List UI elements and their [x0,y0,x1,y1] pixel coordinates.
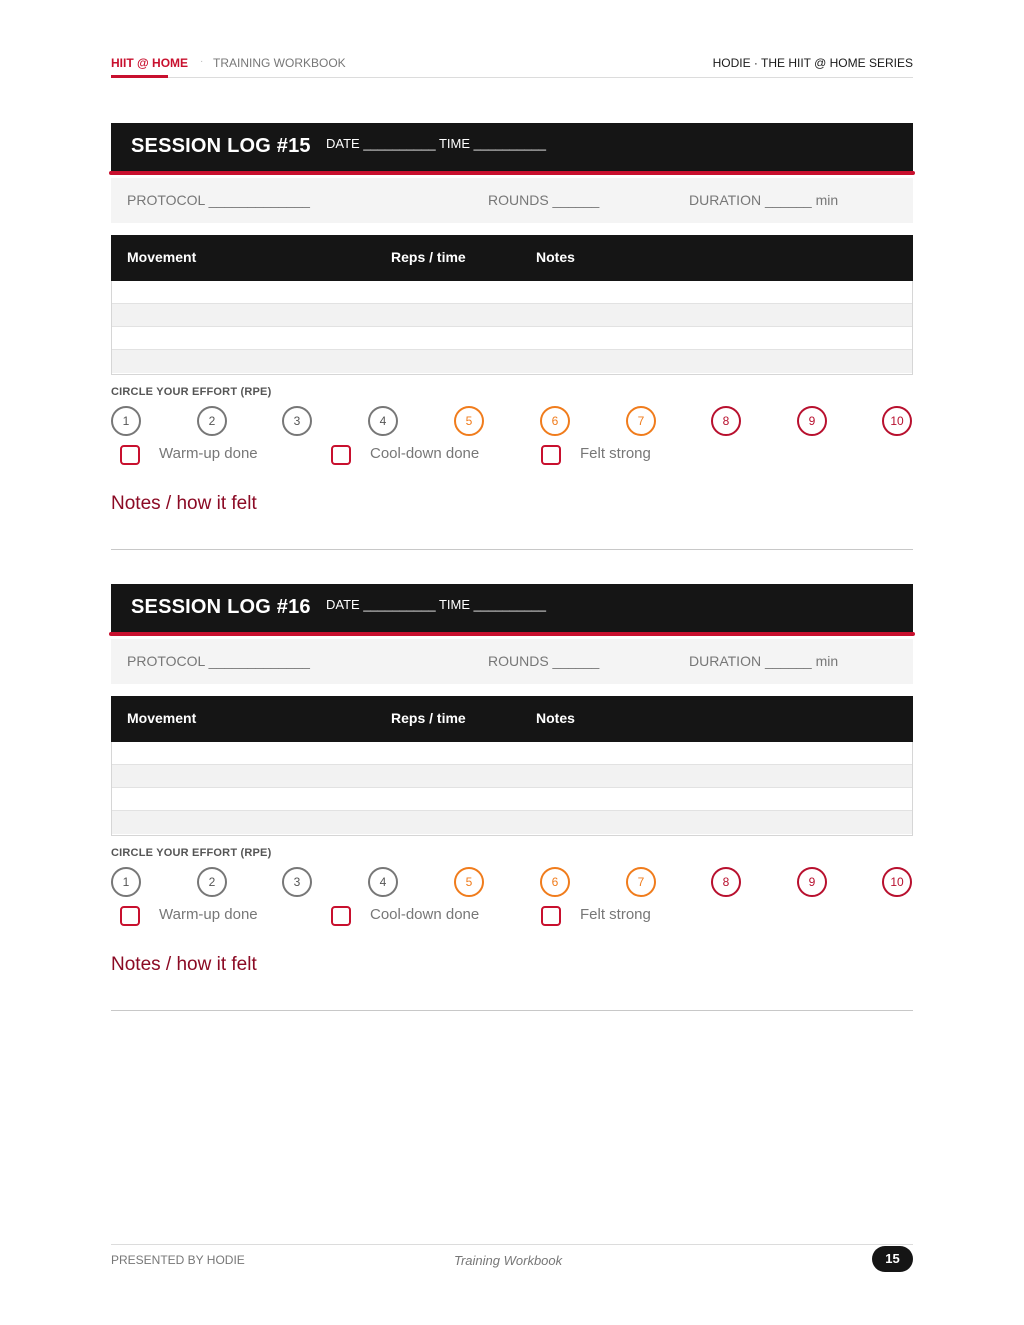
table-header [111,696,913,742]
column-header-notes: Notes [536,249,575,265]
session-meta-row [111,639,913,684]
rpe-option-7[interactable]: 7 [626,867,656,897]
warmup-label: Warm-up done [159,906,258,923]
cooldown-label: Cool-down done [370,445,480,462]
rpe-option-5[interactable]: 5 [454,406,484,436]
rounds-field[interactable]: ROUNDS ______ [488,192,600,208]
header-subtitle: TRAINING WORKBOOK [213,56,346,70]
accent-rule [109,171,915,175]
rpe-option-5[interactable]: 5 [454,867,484,897]
footer-title: Training Workbook [454,1253,563,1268]
brand-label: HIIT @ HOME [111,56,189,70]
session-title-bar [111,123,913,171]
table-row[interactable] [112,350,912,373]
session-title: SESSION LOG #15 [131,135,311,157]
rpe-option-8[interactable]: 8 [711,867,741,897]
rpe-option-2[interactable]: 2 [197,867,227,897]
rpe-title: CIRCLE YOUR EFFORT (RPE) [111,847,272,859]
rpe-option-1[interactable]: 1 [111,406,141,436]
rpe-title: CIRCLE YOUR EFFORT (RPE) [111,386,272,398]
warmup-label: Warm-up done [159,445,258,462]
warmup-checkbox[interactable] [120,906,140,926]
column-header-movement: Movement [127,710,197,726]
rounds-field[interactable]: ROUNDS ______ [488,653,600,669]
felt-strong-label: Felt strong [580,445,651,462]
session-title-bar [111,584,913,632]
footer-presented-by: PRESENTED BY HODIE [111,1253,245,1267]
rpe-option-9[interactable]: 9 [797,867,827,897]
felt-strong-checkbox[interactable] [541,445,561,465]
duration-field[interactable]: DURATION ______ min [689,653,839,669]
notes-heading: Notes / how it felt [111,954,257,975]
protocol-field[interactable]: PROTOCOL _____________ [127,192,310,208]
table-row[interactable] [112,742,912,765]
cooldown-label: Cool-down done [370,906,480,923]
rpe-option-8[interactable]: 8 [711,406,741,436]
rpe-option-6[interactable]: 6 [540,406,570,436]
session-log-16 [111,584,913,1014]
column-header-movement: Movement [127,249,197,265]
session-title: SESSION LOG #16 [131,596,311,618]
rpe-option-1[interactable]: 1 [111,867,141,897]
table-row[interactable] [112,327,912,350]
table-row[interactable] [112,765,912,788]
protocol-field[interactable]: PROTOCOL _____________ [127,653,310,669]
table-row[interactable] [112,281,912,304]
duration-field[interactable]: DURATION ______ min [689,192,839,208]
column-header-notes: Notes [536,710,575,726]
table-row[interactable] [112,811,912,834]
column-header-reps: Reps / time [391,249,466,265]
rpe-option-2[interactable]: 2 [197,406,227,436]
movement-table [111,696,913,836]
rpe-option-9[interactable]: 9 [797,406,827,436]
column-header-reps: Reps / time [391,710,466,726]
rpe-option-10[interactable]: 10 [882,867,912,897]
movement-table [111,235,913,375]
page-header [111,54,913,78]
warmup-checkbox[interactable] [120,445,140,465]
felt-strong-checkbox[interactable] [541,906,561,926]
brand-underline [111,75,168,78]
notes-line[interactable] [111,549,913,550]
table-header [111,235,913,281]
cooldown-checkbox[interactable] [331,445,351,465]
notes-heading: Notes / how it felt [111,493,257,514]
session-log-15 [111,123,913,553]
rpe-option-3[interactable]: 3 [282,406,312,436]
felt-strong-label: Felt strong [580,906,651,923]
rpe-option-4[interactable]: 4 [368,867,398,897]
rpe-option-10[interactable]: 10 [882,406,912,436]
accent-rule [109,632,915,636]
table-row[interactable] [112,304,912,327]
footer-rule [111,1244,913,1245]
rpe-option-4[interactable]: 4 [368,406,398,436]
series-label: HODIE · THE HIIT @ HOME SERIES [712,56,913,70]
table-row[interactable] [112,788,912,811]
notes-line[interactable] [111,1010,913,1011]
rpe-option-7[interactable]: 7 [626,406,656,436]
rpe-option-6[interactable]: 6 [540,867,570,897]
date-time-fields[interactable]: DATE __________ TIME __________ [326,597,546,612]
rpe-option-3[interactable]: 3 [282,867,312,897]
page-number-badge: 15 [872,1246,913,1272]
header-separator: · [200,56,204,67]
session-meta-row [111,178,913,223]
date-time-fields[interactable]: DATE __________ TIME __________ [326,136,546,151]
cooldown-checkbox[interactable] [331,906,351,926]
